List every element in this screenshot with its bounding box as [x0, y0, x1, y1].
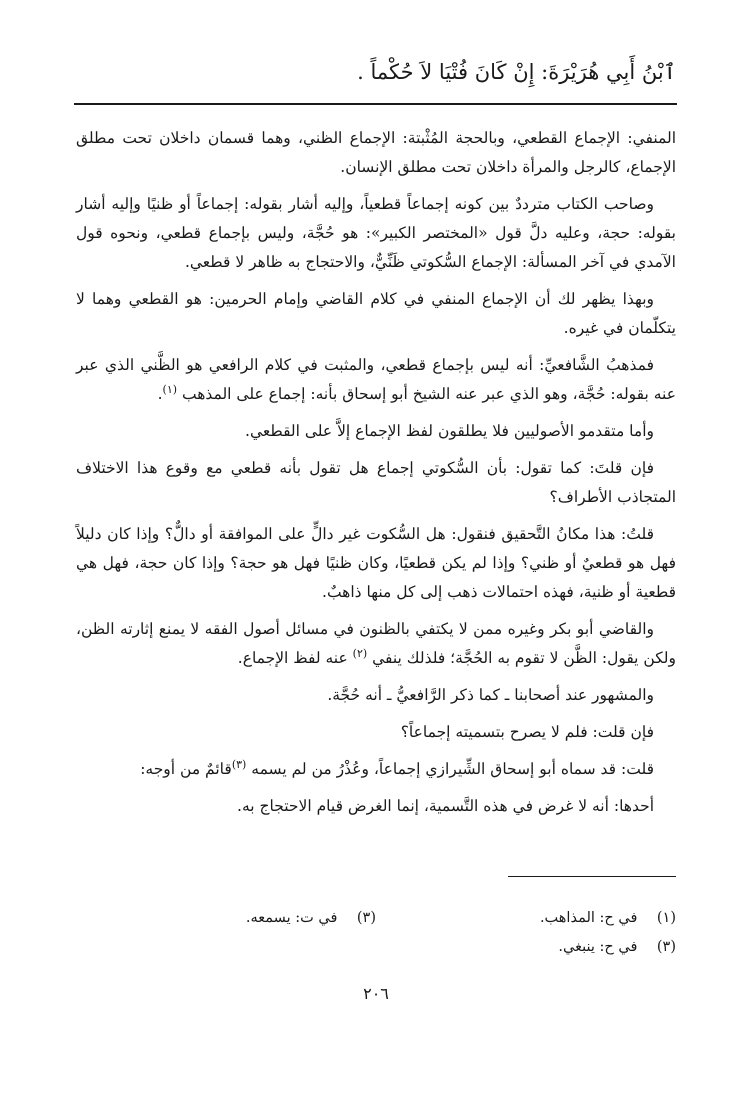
paragraph: المنفي: الإجماع القطعي، وبالحجة المُثْبتة: الإجماع الظني، وهما قسمان داخلان تحت مطلق الإجماع، كالرجل والمرأة داخلان تحت مطلق الإنسان.: [76, 129, 676, 176]
paragraph: وصاحب الكتاب مترددٌ بين كونه إجماعاً قطعياً، وإليه أشار بقوله: إجماعاً أو ظنيًا وإليه أشار بقوله: حجة، وعليه دلَّ قول «المختصر الكبير»: هو حُجَّة، وليس بإجماع قطعي، ونحوه قول الآمدي في آخر المسألة: الإجماع السُّكوتي ظَنِّيٌّ، والاحتجاج به ظاهر لا قطعي.: [76, 195, 676, 271]
footnote-number: (١): [656, 910, 676, 926]
paragraph: [76, 615, 676, 673]
footnote-row: [76, 904, 676, 933]
paragraph: وبهذا يظهر لك أن الإجماع المنفي في كلام القاضي وإمام الحرمين: هو القطعي وهما لا يتكلّمان في غيره.: [76, 290, 676, 337]
footnote-number: (٣): [356, 910, 376, 926]
footnote-text: في ح: المذاهب.: [539, 910, 638, 926]
footnote-row: [76, 933, 676, 962]
footnote-divider: [508, 876, 676, 877]
paragraph-text: فمذهبُ الشَّافعيِّ: أنه ليس بإجماع قطعي، والمثبت في كلام الرافعي هو الظَّني الذي عبر عنه بقوله: حُجَّة، وهو الذي عبر عنه الشيخ أبو إسحاق بأنه: إجماع على المذهب: [76, 356, 676, 403]
footnote-reference: (٣): [231, 757, 247, 771]
paragraph-text: عنه لفظ الإجماع.: [237, 649, 348, 667]
paragraph: فإن قلت: فلم لا يصرح بتسميته إجماعاً؟: [400, 723, 654, 741]
footnote-text: في ح: ينبغي.: [558, 939, 638, 955]
paragraph: [76, 755, 676, 784]
footnotes: [76, 904, 676, 962]
footnote-number: (٣): [656, 939, 676, 955]
footnote-text: في ت: يسمعه.: [245, 910, 338, 926]
paragraph-text: قلت: قد سماه أبو إسحاق الشِّيرازي إجماعاً، وعُذْرُ من لم يسمه: [251, 760, 654, 778]
paragraph: قلتُ: هذا مكانُ التَّحقيق فنقول: هل السُّكوت غير دالٍّ على الموافقة أو دالٌّ؟ وإذا كان دليلاً فهل هو قطعيٌ أو ظني؟ وإذا لم يكن قطعيًا، وكان ظنيًا فهل هو حجة؟ وإذا كان حجة، فهل هي قطعية أو ظنية، فهذه احتمالات ذهب إلى كل منها ذاهبٌ.: [76, 525, 676, 601]
page-number: ٢٠٦: [363, 984, 389, 1003]
footnote-reference: (٢): [352, 646, 368, 660]
paragraph-text: قائمٌ من أوجه:: [140, 760, 232, 778]
paragraph-text: والقاضي أبو بكر وغيره ممن لا يكتفي بالظنون في مسائل أصول الفقه لا يمنع إثارته الظن، ولكن يقول: الظَّن لا تقوم به الحُجَّة؛ فلذلك ينفي: [76, 620, 676, 667]
paragraph: فإن قلتَ: كما تقول: بأن السُّكوتي إجماع هل تقول بأنه قطعي مع وقوع هذا الاختلاف المتجاذب الأطراف؟: [76, 459, 676, 506]
paragraph: أحدها: أنه لا غرض في هذه التَّسمية، إنما الغرض قيام الاحتجاج به.: [237, 797, 654, 815]
paragraph: والمشهور عند أصحابنا ـ كما ذكر الرَّافعيُّ ـ أنه حُجَّة.: [327, 686, 654, 704]
header-divider: [74, 103, 677, 105]
paragraph: فمذهبُ الشَّافعيِّ: أنه ليس بإجماع قطعي، والمثبت في كلام الرافعي هو الظَّني الذي عبر عنه بقوله: حُجَّة، وهو الذي عبر عنه الشيخ أبو إسحاق بأنه: إجماع على المذهب $^{(١)}$.: [76, 356, 676, 403]
main-text: [76, 124, 676, 829]
paragraph: وأما متقدمو الأصوليين فلا يطلقون لفظ الإجماع إلاَّ على القطعي.: [245, 422, 654, 440]
running-header: ٱبْنُ أَبِي هُرَيْرَةَ: إِنْ كَانَ فُتْيَا لاَ حُكْماً .: [357, 60, 676, 84]
footnote: [376, 933, 676, 962]
footnote: [376, 904, 676, 933]
footnote-reference: (١): [162, 382, 178, 396]
footnote: [76, 904, 376, 933]
